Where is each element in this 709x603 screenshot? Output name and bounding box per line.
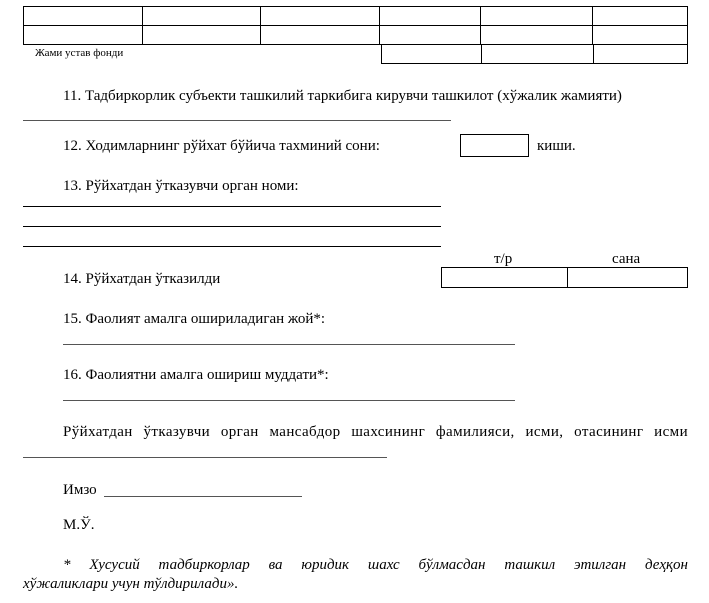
- table-row: [382, 45, 688, 64]
- item11-line[interactable]: [23, 120, 451, 121]
- table-row: [24, 26, 688, 45]
- employee-count-field[interactable]: [460, 134, 529, 157]
- registrar-line-3[interactable]: [23, 246, 441, 247]
- signature-label: Имзо: [63, 482, 97, 498]
- item13-text: 13. Рўйхатдан ўтказувчи орган номи:: [63, 178, 299, 194]
- table-cell[interactable]: [24, 26, 143, 45]
- seal-label: М.Ў.: [63, 517, 95, 533]
- item12-unit: киши.: [537, 138, 576, 154]
- table-row: [24, 7, 688, 26]
- table-cell[interactable]: [592, 26, 687, 45]
- table-cell[interactable]: [142, 26, 261, 45]
- table-cell[interactable]: [24, 7, 143, 26]
- item14-col-date: сана: [612, 251, 641, 267]
- table-cell[interactable]: [592, 7, 687, 26]
- founders-table: [23, 6, 688, 45]
- table-cell[interactable]: [261, 26, 380, 45]
- table-cell[interactable]: [380, 7, 481, 26]
- registration-date-cell[interactable]: [568, 268, 688, 288]
- registrar-line-1[interactable]: [23, 206, 441, 207]
- official-text: Рўйхатдан ўтказувчи орган мансабдор шахсининг фамилияси, исми, отасининг исми: [63, 424, 688, 440]
- table-cell[interactable]: [482, 45, 593, 64]
- signature-line[interactable]: [104, 496, 302, 497]
- table-cell[interactable]: [261, 7, 380, 26]
- table-cell[interactable]: [481, 26, 593, 45]
- item16-text: 16. Фаолиятни амалга ошириш муддати*:: [63, 367, 329, 383]
- registration-table: [441, 267, 688, 288]
- official-line[interactable]: [23, 457, 387, 458]
- registrar-line-2[interactable]: [23, 226, 441, 227]
- item14-col-number: т/р: [494, 251, 513, 267]
- registration-number-cell[interactable]: [442, 268, 568, 288]
- item15-text: 15. Фаолият амалга ошириладиган жой*:: [63, 311, 326, 327]
- item12-text: 12. Ходимларнинг рўйхат бўйича тахминий сони:: [63, 138, 380, 154]
- item11-text: 11. Тадбиркорлик субъекти ташкилий таркибига кирувчи ташкилот (хўжалик жамияти): [63, 88, 622, 104]
- footnote-line1: * Хусусий тадбиркорлар ва юридик шахс бўлмасдан ташкил этилган деҳқон: [63, 557, 688, 573]
- item14-text: 14. Рўйхатдан ўтказилди: [63, 271, 221, 287]
- table-row: [442, 268, 688, 288]
- item16-line[interactable]: [63, 400, 515, 401]
- footnote-line2: хўжаликлари учун тўлдирилади».: [23, 576, 239, 592]
- table-cell[interactable]: [382, 45, 482, 64]
- item15-line[interactable]: [63, 344, 515, 345]
- table-cell[interactable]: [481, 7, 593, 26]
- table-cell[interactable]: [380, 26, 481, 45]
- capital-table: [381, 44, 688, 64]
- capital-label: Жами устав фонди: [35, 47, 124, 59]
- table-cell[interactable]: [142, 7, 261, 26]
- table-cell[interactable]: [593, 45, 687, 64]
